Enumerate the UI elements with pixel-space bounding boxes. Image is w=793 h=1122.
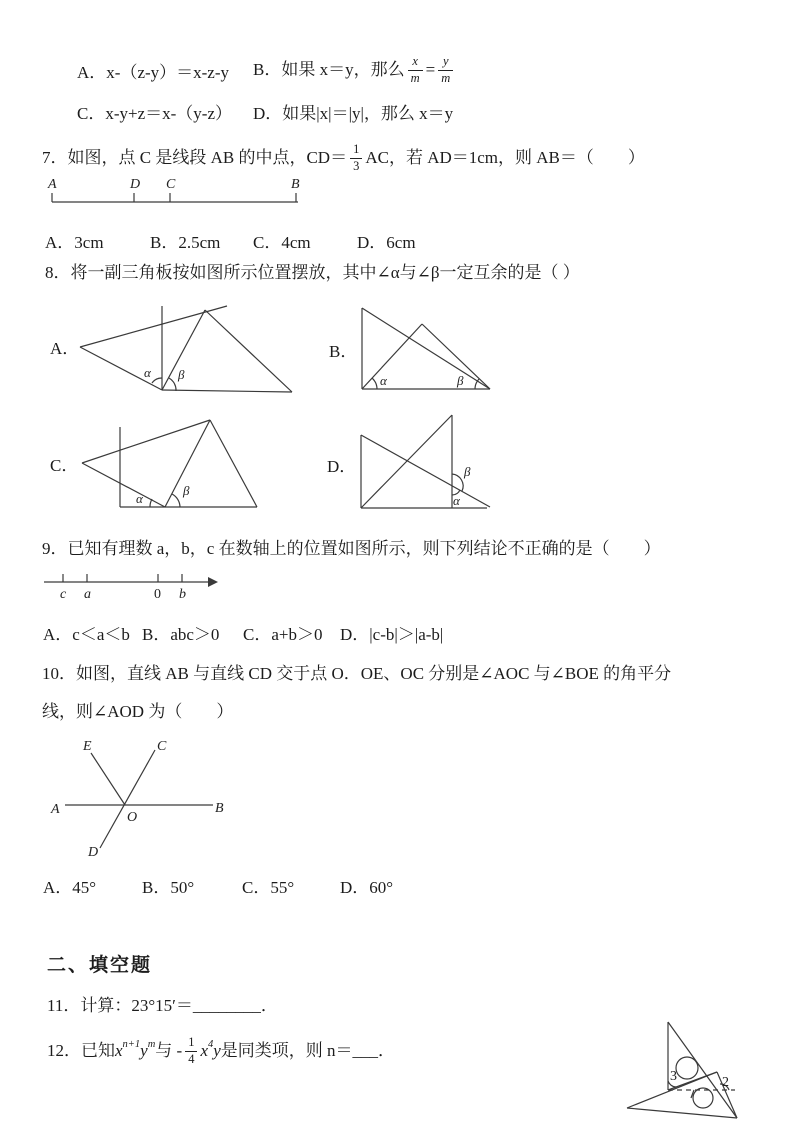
triangle-rulers	[361, 415, 490, 508]
tick-label-c: c	[60, 587, 67, 602]
q7-options-row	[0, 228, 793, 252]
angle-alpha-label: α	[453, 493, 460, 508]
q8-option-a-label: A．	[50, 339, 80, 358]
q12-pre: 12．已知	[47, 1041, 115, 1061]
angle-2-label: 2	[722, 1075, 729, 1090]
number-line-axis	[44, 574, 218, 587]
variable-y: y	[213, 1041, 221, 1061]
q6-option-b-text: B．如果 x＝y，那么	[253, 60, 405, 80]
fraction-denominator: 4	[185, 1051, 197, 1066]
exponent-m: m	[147, 1039, 156, 1051]
q8-stem: 8．将一副三角板按如图所示位置摆放，其中∠α与∠β一定互余的是（ ）	[45, 263, 580, 282]
fraction-one-fourth	[185, 1036, 197, 1065]
triangle-rulers	[82, 420, 257, 507]
point-label-a: A	[51, 802, 60, 817]
q7-stem-post: AC，若 AD＝1cm，则 AB＝（ ）	[365, 148, 645, 168]
q10-stem-line2: 线，则∠AOD 为（ ）	[42, 702, 234, 721]
fraction-denominator: m	[438, 70, 453, 85]
variable-x: x	[115, 1041, 123, 1061]
q9-option-c: C．a+b＞0	[243, 625, 323, 644]
axis-arrow	[208, 577, 218, 587]
angle-alpha-label: α	[136, 491, 143, 506]
q6-option-a: A．x-（z-y）＝x-z-y	[77, 63, 230, 82]
angle-beta-label: β	[183, 483, 190, 498]
fraction-numerator: x	[412, 54, 418, 69]
q12-stem	[47, 1030, 395, 1072]
q8-figure-a	[70, 298, 295, 400]
fraction-x-over-m	[408, 55, 423, 84]
triangle-rulers	[627, 1022, 737, 1118]
q7-option-b: B．2.5cm	[150, 233, 221, 252]
q9-options-row	[0, 620, 793, 644]
triangle-rulers	[80, 306, 292, 392]
point-label-c: C	[166, 177, 176, 192]
point-label-b: B	[291, 177, 300, 192]
q10-option-d: D．60°	[340, 878, 394, 897]
q8-figure-b	[352, 300, 500, 395]
point-label-c: C	[157, 739, 167, 754]
q8-figure-d	[348, 410, 500, 514]
q8-figure-c	[73, 413, 268, 513]
fraction-numerator: 1	[188, 1035, 195, 1050]
q8-option-b-label: B．	[329, 342, 358, 361]
point-label-o: O	[127, 810, 138, 825]
intersecting-lines	[65, 750, 213, 848]
q10-options-row	[0, 873, 793, 897]
fraction-denominator: 3	[350, 158, 362, 173]
exponent-4: 4	[208, 1039, 214, 1051]
angle-beta-label: β	[457, 373, 464, 388]
q10-option-a: A．45°	[43, 878, 97, 897]
fraction-numerator: 1	[353, 142, 360, 157]
point-label-e: E	[83, 739, 92, 754]
variable-x: x	[200, 1041, 208, 1061]
q6-option-d: D．如果|x|＝|y|，那么 x＝y	[253, 104, 454, 123]
q7-option-d: D．6cm	[357, 233, 416, 252]
tick-label-a: a	[84, 587, 91, 602]
tick-label-zero: 0	[154, 587, 161, 602]
q9-option-b: B．abc＞0	[142, 625, 220, 644]
q10-stem-line1: 10．如图，直线 AB 与直线 CD 交于点 O．OE、OC 分别是∠AOC 与∠BOE 的角平分	[42, 664, 672, 683]
angle-alpha-label: α	[380, 373, 387, 388]
section2-title: 二、填空题	[47, 955, 153, 976]
q9-stem: 9．已知有理数 a，b，c 在数轴上的位置如图所示，则下列结论不正确的是（ ）	[42, 539, 661, 558]
segment-line	[52, 193, 298, 202]
q7-stem	[42, 138, 645, 178]
fraction-numerator: y	[442, 54, 449, 69]
q6-option-c: C．x-y+z＝x-（y-z）	[77, 104, 233, 123]
q11-stem: 11．计算：23°15′＝________．	[47, 996, 278, 1015]
q10-option-b: B．50°	[142, 878, 195, 897]
q12-post: 是同类项，则 n＝___．	[220, 1041, 396, 1061]
fraction-one-third	[350, 143, 362, 172]
point-label-d: D	[130, 177, 141, 192]
q7-segment-figure	[40, 176, 310, 210]
q7-option-a: A．3cm	[45, 233, 104, 252]
q9-option-a: A．c＜a＜b	[43, 625, 130, 644]
q12-mid: 与 -	[155, 1041, 183, 1061]
q8-option-c-label: C．	[50, 456, 79, 475]
point-label-a: A	[48, 177, 57, 192]
q9-number-line	[36, 568, 231, 604]
exponent-n-plus-1: n+1	[122, 1039, 141, 1051]
q8-option-d-label: D．	[327, 457, 357, 476]
q7-stem-pre: 7．如图，点 C 是线段 AB 的中点，CD＝	[42, 148, 348, 168]
fraction-denominator: m	[408, 70, 423, 85]
q13-triangle-rulers-figure	[608, 1005, 793, 1122]
q7-option-c: C．4cm	[253, 233, 311, 252]
angle-3-label: 3	[670, 1069, 677, 1084]
angle-alpha-label: α	[144, 365, 151, 380]
point-label-d: D	[88, 845, 99, 860]
q6-option-b	[253, 50, 456, 90]
tick-label-b: b	[179, 587, 186, 602]
q9-option-d: D．|c-b|＞|a-b|	[340, 625, 444, 644]
fraction-y-over-m	[438, 55, 453, 84]
q10-option-c: C．55°	[242, 878, 295, 897]
equals-sign: =	[425, 60, 436, 80]
q10-intersection-figure	[38, 730, 233, 858]
variable-y: y	[140, 1041, 148, 1061]
angle-beta-label: β	[464, 464, 471, 479]
angle-beta-label: β	[178, 367, 185, 382]
point-label-b: B	[215, 801, 224, 816]
